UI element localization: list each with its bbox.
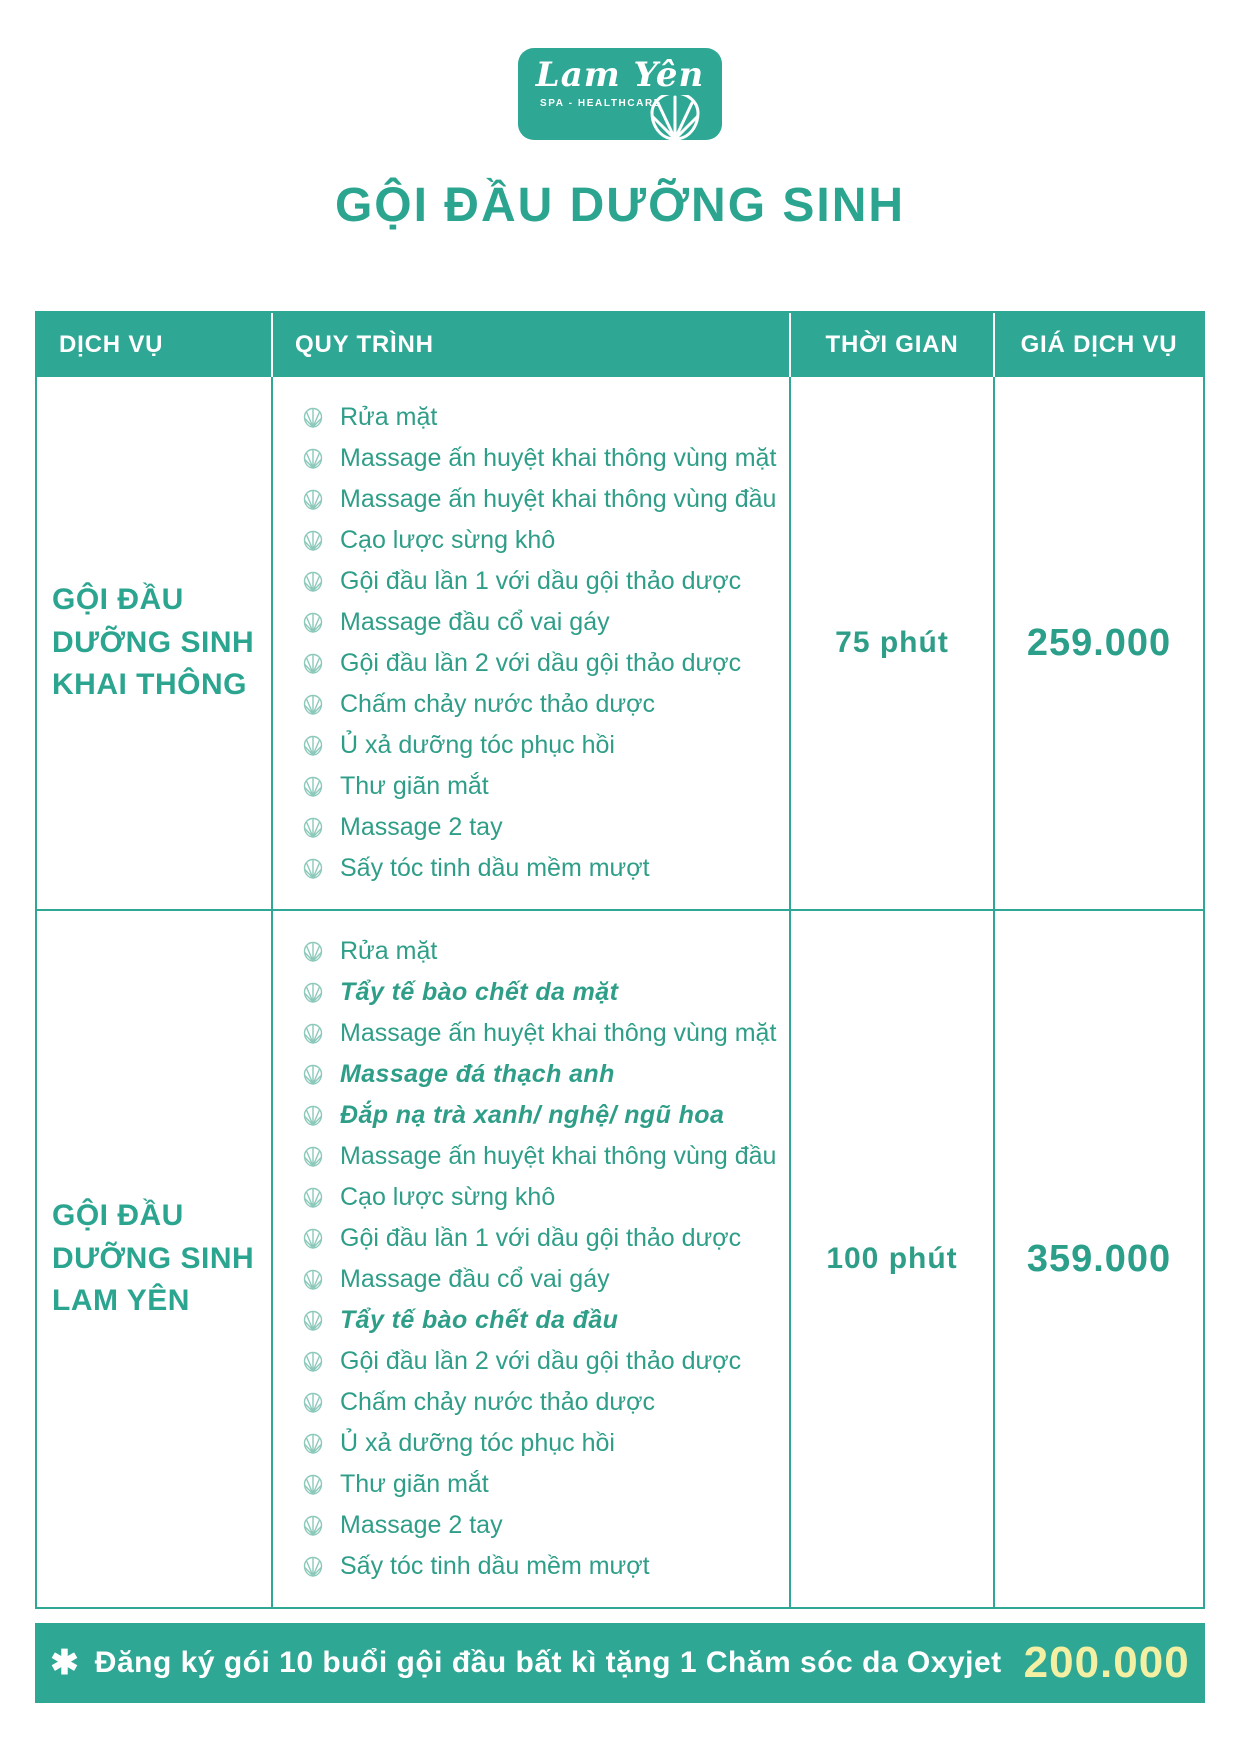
step-label: Gội đầu lần 2 với dầu gội thảo dược: [340, 1347, 742, 1375]
table-header-row: [37, 313, 1203, 377]
scallop-shell-icon: [646, 95, 704, 140]
asterisk-icon: ✱: [50, 1644, 79, 1682]
process-step: [301, 1423, 783, 1464]
table-body: [37, 377, 1203, 1607]
steps-list: [271, 377, 789, 909]
table-row: [37, 909, 1203, 1607]
process-step: [301, 1177, 783, 1218]
process-step: [301, 1136, 783, 1177]
step-label: Sấy tóc tinh dầu mềm mượt: [340, 854, 650, 882]
service-name: GỘI ĐẦU DƯỠNG SINH LAM YÊN: [52, 1199, 255, 1318]
step-label: Gội đầu lần 1 với dầu gội thảo dược: [340, 567, 742, 595]
header-price: GIÁ DỊCH VỤ: [993, 313, 1203, 377]
step-label: Gội đầu lần 2 với dầu gội thảo dược: [340, 649, 742, 677]
process-step: [301, 766, 783, 807]
step-label: Massage ấn huyệt khai thông vùng mặt: [340, 1019, 777, 1047]
step-label: Tẩy tế bào chết da đầu: [340, 1306, 619, 1334]
step-label: Sấy tóc tinh dầu mềm mượt: [340, 1552, 650, 1580]
price-cell: [993, 377, 1203, 909]
shell-bullet-icon: [301, 1145, 325, 1169]
process-step: [301, 1505, 783, 1546]
shell-bullet-icon: [301, 940, 325, 964]
logo-brand-text: Lam Yên: [535, 55, 705, 95]
service-cell: [37, 377, 271, 909]
process-step: [301, 397, 783, 438]
step-label: Massage ấn huyệt khai thông vùng mặt: [340, 444, 777, 472]
shell-bullet-icon: [301, 1432, 325, 1456]
process-step: [301, 1259, 783, 1300]
process-step: [301, 1300, 783, 1341]
logo: [518, 48, 722, 140]
header-service: DỊCH VỤ: [59, 331, 164, 358]
process-step: [301, 1095, 783, 1136]
process-step: [301, 479, 783, 520]
shell-bullet-icon: [301, 1063, 325, 1087]
page-title: GỘI ĐẦU DƯỠNG SINH: [334, 179, 906, 232]
process-step: [301, 1546, 783, 1587]
price-cell: [993, 911, 1203, 1607]
step-label: Tẩy tế bào chết da mặt: [340, 978, 619, 1006]
step-label: Cạo lược sừng khô: [340, 1183, 556, 1211]
logo-tagline: SPA - HEALTHCARE: [540, 98, 663, 109]
promo-price: 200.000: [1023, 1638, 1190, 1687]
shell-bullet-icon: [301, 1104, 325, 1128]
process-step: [301, 1013, 783, 1054]
step-label: Massage đá thạch anh: [340, 1060, 615, 1088]
process-step: [301, 972, 783, 1013]
step-label: Thư giãn mắt: [340, 772, 489, 800]
step-label: Massage đầu cổ vai gáy: [340, 608, 610, 636]
service-cell: [37, 911, 271, 1607]
step-label: Massage 2 tay: [340, 1511, 503, 1539]
step-label: Massage đầu cổ vai gáy: [340, 1265, 610, 1293]
step-label: Ủ xả dưỡng tóc phục hồi: [340, 731, 615, 759]
shell-bullet-icon: [301, 529, 325, 553]
process-step: [301, 1218, 783, 1259]
shell-bullet-icon: [301, 1186, 325, 1210]
shell-bullet-icon: [301, 734, 325, 758]
step-label: Rửa mặt: [340, 403, 438, 431]
step-label: Thư giãn mắt: [340, 1470, 489, 1498]
shell-bullet-icon: [301, 570, 325, 594]
step-label: Chấm chảy nước thảo dược: [340, 690, 656, 718]
step-label: Massage ấn huyệt khai thông vùng đầu: [340, 1142, 777, 1170]
step-label: Massage 2 tay: [340, 813, 503, 841]
shell-bullet-icon: [301, 488, 325, 512]
shell-bullet-icon: [301, 652, 325, 676]
price-table: [35, 311, 1205, 1609]
step-label: Chấm chảy nước thảo dược: [340, 1388, 656, 1416]
promo-banner: [35, 1623, 1205, 1703]
duration-value: 100 phút: [826, 1242, 958, 1275]
shell-bullet-icon: [301, 1555, 325, 1579]
shell-bullet-icon: [301, 611, 325, 635]
shell-bullet-icon: [301, 816, 325, 840]
step-label: Massage ấn huyệt khai thông vùng đầu: [340, 485, 777, 513]
process-step: [301, 1341, 783, 1382]
shell-bullet-icon: [301, 1022, 325, 1046]
duration-cell: [789, 911, 993, 1607]
process-step: [301, 602, 783, 643]
shell-bullet-icon: [301, 1227, 325, 1251]
shell-bullet-icon: [301, 1473, 325, 1497]
process-step: [301, 643, 783, 684]
price-value: 359.000: [1026, 1237, 1172, 1280]
process-step: [301, 725, 783, 766]
shell-bullet-icon: [301, 1514, 325, 1538]
shell-bullet-icon: [301, 1309, 325, 1333]
shell-bullet-icon: [301, 1268, 325, 1292]
shell-bullet-icon: [301, 693, 325, 717]
process-step: [301, 520, 783, 561]
process-step: [301, 1464, 783, 1505]
shell-bullet-icon: [301, 775, 325, 799]
duration-value: 75 phút: [835, 626, 949, 659]
table-row: [37, 377, 1203, 909]
process-step: [301, 931, 783, 972]
step-label: Gội đầu lần 1 với dầu gội thảo dược: [340, 1224, 742, 1252]
shell-bullet-icon: [301, 447, 325, 471]
header-duration: THỜI GIAN: [789, 313, 993, 377]
process-step: [301, 807, 783, 848]
process-step: [301, 561, 783, 602]
step-label: Đắp nạ trà xanh/ nghệ/ ngũ hoa: [340, 1101, 725, 1129]
step-label: Ủ xả dưỡng tóc phục hồi: [340, 1429, 615, 1457]
step-label: Rửa mặt: [340, 937, 438, 965]
process-step: [301, 848, 783, 889]
process-step: [301, 684, 783, 725]
promo-text: Đăng ký gói 10 buổi gội đầu bất kì tặng 1 Chăm sóc da Oxyjet: [94, 1646, 1002, 1679]
shell-bullet-icon: [301, 981, 325, 1005]
shell-bullet-icon: [301, 857, 325, 881]
duration-cell: [789, 377, 993, 909]
shell-bullet-icon: [301, 406, 325, 430]
shell-bullet-icon: [301, 1391, 325, 1415]
step-label: Cạo lược sừng khô: [340, 526, 556, 554]
process-step: [301, 438, 783, 479]
process-step: [301, 1054, 783, 1095]
price-value: 259.000: [1026, 621, 1172, 664]
service-name: GỘI ĐẦU DƯỠNG SINH KHAI THÔNG: [52, 583, 255, 702]
shell-bullet-icon: [301, 1350, 325, 1374]
steps-list: [271, 911, 789, 1607]
process-step: [301, 1382, 783, 1423]
header-process: QUY TRÌNH: [271, 313, 789, 377]
